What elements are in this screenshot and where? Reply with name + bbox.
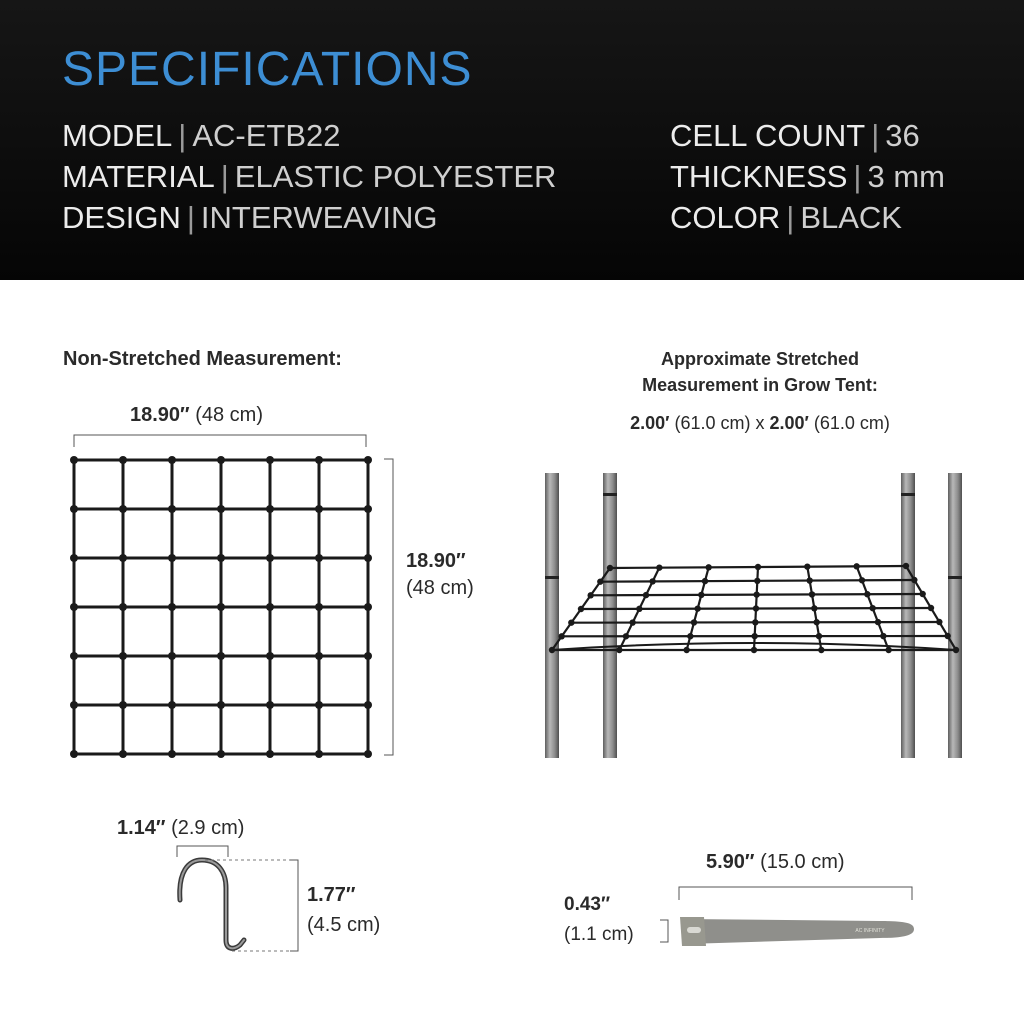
net-knot bbox=[364, 603, 372, 611]
net-knot bbox=[364, 652, 372, 660]
net-knot bbox=[816, 633, 822, 639]
net-width-bracket bbox=[74, 435, 366, 447]
hook-icon bbox=[180, 860, 244, 948]
net-knot bbox=[752, 619, 758, 625]
stretched-width-cm: (61.0 cm) bbox=[674, 413, 751, 433]
pole-joint bbox=[603, 493, 617, 496]
strap-length-bracket bbox=[679, 887, 912, 900]
net-knot bbox=[911, 577, 917, 583]
net-height-inch: 18.90″ bbox=[406, 550, 466, 572]
pole-joint bbox=[545, 576, 559, 579]
net-knot bbox=[266, 505, 274, 513]
net-knot bbox=[753, 605, 759, 611]
net-knot bbox=[903, 563, 909, 569]
net-knot bbox=[643, 592, 649, 598]
net-knot bbox=[683, 647, 689, 653]
net-knot bbox=[623, 633, 629, 639]
net-knot bbox=[315, 554, 323, 562]
spec-value: BLACK bbox=[800, 200, 902, 235]
net-knot bbox=[70, 603, 78, 611]
net-knot bbox=[119, 456, 127, 464]
stretched-depth-ft: 2.00′ bbox=[769, 413, 809, 433]
hook-width-inch: 1.14″ bbox=[117, 817, 166, 839]
stretched-title-line1: Approximate Stretched bbox=[660, 349, 860, 369]
net-knot bbox=[919, 591, 925, 597]
pole-front-right bbox=[901, 473, 915, 758]
net-knot bbox=[119, 750, 127, 758]
net-knot bbox=[687, 633, 693, 639]
pole-back-right bbox=[948, 473, 962, 758]
pole-front-left bbox=[603, 473, 617, 758]
net-knot bbox=[636, 606, 642, 612]
stretched-depth-cm: (61.0 cm) bbox=[813, 413, 890, 433]
net-knot bbox=[70, 505, 78, 513]
net-knot bbox=[119, 554, 127, 562]
net-knot bbox=[885, 647, 891, 653]
net-width-inch: 18.90″ bbox=[130, 404, 190, 426]
net-knot bbox=[119, 603, 127, 611]
non-stretched-title: Non-Stretched Measurement: bbox=[63, 348, 342, 370]
net-knot bbox=[813, 619, 819, 625]
pole-back-left bbox=[545, 473, 559, 758]
net-knot bbox=[809, 591, 815, 597]
strap-width-bracket bbox=[660, 920, 668, 942]
net-knot bbox=[751, 633, 757, 639]
net-knot bbox=[629, 619, 635, 625]
net-knot bbox=[217, 750, 225, 758]
spec-key: COLOR bbox=[670, 200, 781, 235]
spec-value: 36 bbox=[885, 118, 920, 153]
hook-height-bracket bbox=[290, 860, 298, 951]
net-knot bbox=[364, 456, 372, 464]
net-knot bbox=[806, 577, 812, 583]
net-knot bbox=[217, 603, 225, 611]
net-knot bbox=[119, 701, 127, 709]
spec-key: MODEL bbox=[62, 118, 173, 153]
net-knot bbox=[607, 565, 613, 571]
spec-value: AC-ETB22 bbox=[192, 118, 341, 153]
strap-width-inch: 0.43″ bbox=[564, 894, 611, 915]
strap-slot bbox=[687, 927, 701, 933]
net-knot bbox=[168, 456, 176, 464]
stretched-title-line2: Measurement in Grow Tent: bbox=[642, 375, 878, 395]
net-knot bbox=[818, 647, 824, 653]
net-height-cm: (48 cm) bbox=[406, 577, 474, 599]
net-knot bbox=[266, 750, 274, 758]
net-height-bracket bbox=[384, 459, 393, 755]
net-knot bbox=[880, 633, 886, 639]
net-knot bbox=[364, 701, 372, 709]
net-knot bbox=[217, 456, 225, 464]
net-knot bbox=[119, 652, 127, 660]
net-knot bbox=[616, 647, 622, 653]
net-knot bbox=[587, 592, 593, 598]
stretched-width-ft: 2.00′ bbox=[630, 413, 670, 433]
net-knot bbox=[804, 563, 810, 569]
spec-separator: | bbox=[186, 200, 195, 235]
spec-separator: | bbox=[871, 118, 880, 153]
pole-joint bbox=[948, 576, 962, 579]
net-knot bbox=[70, 652, 78, 660]
net-knot bbox=[217, 554, 225, 562]
spec-value: ELASTIC POLYESTER bbox=[234, 159, 557, 194]
net-knot bbox=[364, 750, 372, 758]
times-sign: x bbox=[755, 413, 765, 433]
net-knot bbox=[315, 750, 323, 758]
net-knot bbox=[558, 633, 564, 639]
net-knot bbox=[694, 605, 700, 611]
net-knot bbox=[70, 456, 78, 464]
net-knot bbox=[944, 633, 950, 639]
hook-width-bracket bbox=[177, 846, 228, 857]
net-knot bbox=[364, 554, 372, 562]
net-knot bbox=[698, 592, 704, 598]
spec-key: DESIGN bbox=[62, 200, 181, 235]
strap-length-inch: 5.90″ bbox=[706, 851, 755, 873]
net-knot bbox=[811, 605, 817, 611]
net-knot bbox=[315, 505, 323, 513]
spec-separator: | bbox=[178, 118, 187, 153]
hook-height-cm: (4.5 cm) bbox=[307, 914, 381, 936]
net-knot bbox=[936, 619, 942, 625]
net-knot bbox=[315, 603, 323, 611]
spec-separator: | bbox=[786, 200, 795, 235]
net-knot bbox=[119, 505, 127, 513]
net-knot bbox=[266, 701, 274, 709]
hook-height-inch: 1.77″ bbox=[307, 884, 356, 906]
spec-value: 3 mm bbox=[867, 159, 945, 194]
net-knot bbox=[578, 606, 584, 612]
spec-key: THICKNESS bbox=[670, 159, 848, 194]
net-knot bbox=[755, 564, 761, 570]
net-width-cm: (48 cm) bbox=[195, 404, 263, 426]
net-knot bbox=[70, 750, 78, 758]
net-knot bbox=[217, 505, 225, 513]
net-knot bbox=[928, 605, 934, 611]
net-knot bbox=[266, 554, 274, 562]
net-knot bbox=[70, 554, 78, 562]
spec-separator: | bbox=[853, 159, 862, 194]
net-knot bbox=[266, 603, 274, 611]
net-knot bbox=[168, 701, 176, 709]
strap-brand-text: AC INFINITY bbox=[855, 928, 885, 934]
net-knot bbox=[597, 578, 603, 584]
hook-height-guides bbox=[205, 860, 290, 951]
spec-separator: | bbox=[220, 159, 229, 194]
net-knot bbox=[754, 578, 760, 584]
net-knot bbox=[70, 701, 78, 709]
net-knot bbox=[168, 603, 176, 611]
net-knot bbox=[656, 564, 662, 570]
net-knot bbox=[168, 750, 176, 758]
net-knot bbox=[168, 554, 176, 562]
strap-length-cm: (15.0 cm) bbox=[760, 851, 845, 873]
net-knot bbox=[364, 505, 372, 513]
tent-poles bbox=[545, 473, 962, 758]
net-knot bbox=[649, 578, 655, 584]
spec-key: CELL COUNT bbox=[670, 118, 866, 153]
net-knot bbox=[859, 577, 865, 583]
net-knot bbox=[864, 591, 870, 597]
net-knot bbox=[266, 652, 274, 660]
hook-width-cm: (2.9 cm) bbox=[171, 817, 245, 839]
net-knot bbox=[315, 456, 323, 464]
net-knot bbox=[869, 605, 875, 611]
net-knot bbox=[702, 578, 708, 584]
net-knot bbox=[315, 652, 323, 660]
net-knot bbox=[266, 456, 274, 464]
net-knot bbox=[168, 505, 176, 513]
strap-width-cm: (1.1 cm) bbox=[564, 924, 634, 945]
net-knot bbox=[217, 701, 225, 709]
net-knot bbox=[315, 701, 323, 709]
net-knot bbox=[217, 652, 225, 660]
velcro-strap-icon bbox=[680, 917, 914, 946]
net-knot bbox=[691, 619, 697, 625]
net-knot bbox=[751, 647, 757, 653]
net-knot bbox=[705, 564, 711, 570]
net-knot bbox=[875, 619, 881, 625]
net-knot bbox=[853, 563, 859, 569]
trellis-net-flat bbox=[70, 456, 372, 758]
net-knot bbox=[568, 619, 574, 625]
pole-joint bbox=[901, 493, 915, 496]
net-knot bbox=[753, 591, 759, 597]
spec-value: INTERWEAVING bbox=[200, 200, 438, 235]
spec-key: MATERIAL bbox=[62, 159, 215, 194]
net-knot bbox=[168, 652, 176, 660]
page-title: SPECIFICATIONS bbox=[62, 43, 473, 96]
